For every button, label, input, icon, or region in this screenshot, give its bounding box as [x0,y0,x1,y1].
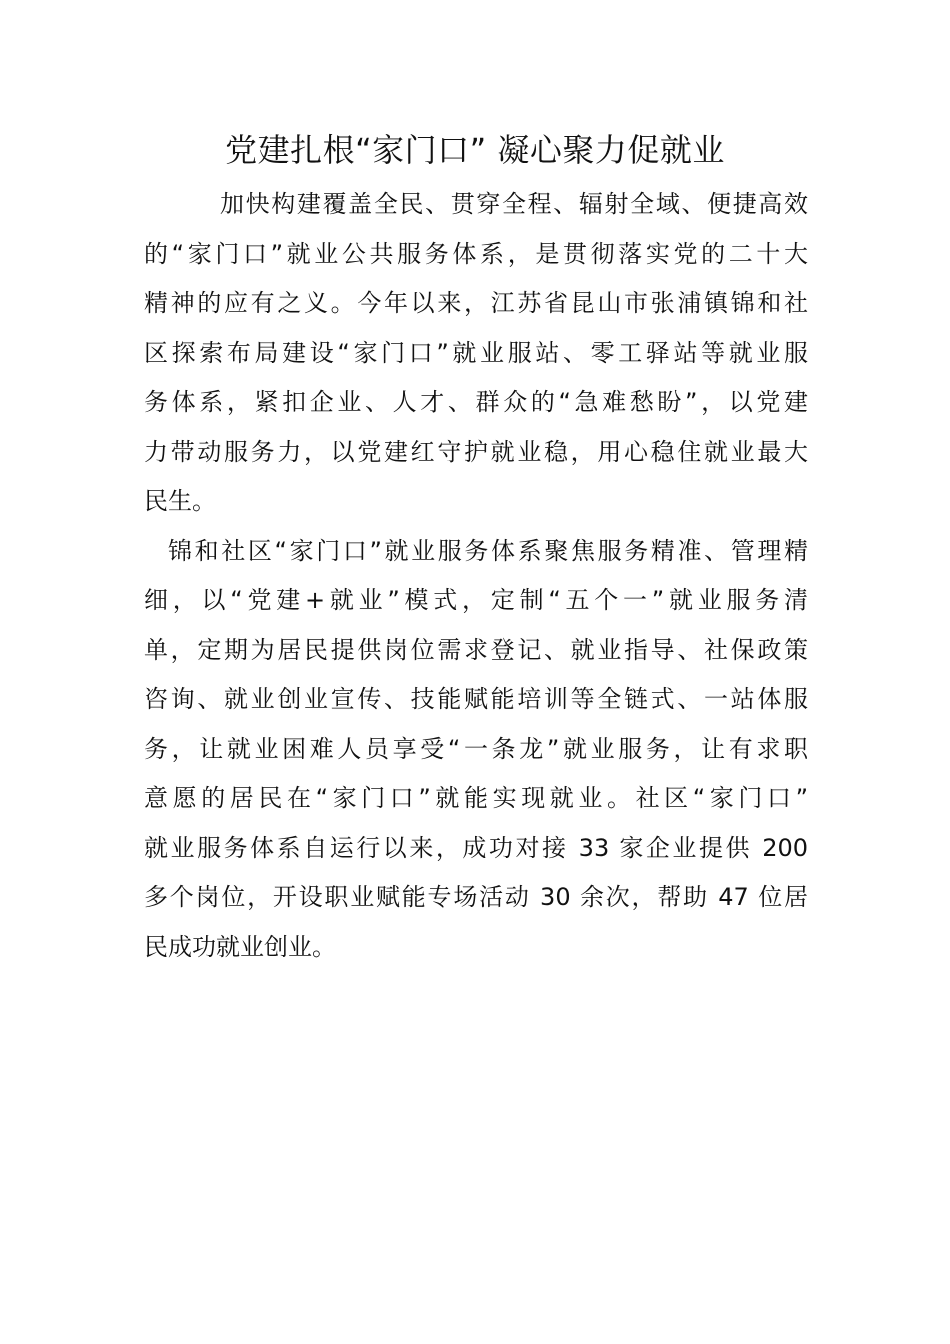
paragraph-line: 民生。 [144,487,216,515]
paragraph-line: 力带动服务力，以党建红守护就业稳，用心稳住就业最大 [144,437,808,466]
paragraph-line: 加快构建覆盖全民、贯穿全程、辐射全域、便捷高效 [220,190,808,218]
paragraph-line: 单，定期为居民提供岗位需求登记、就业指导、社保政策 [144,635,808,664]
paragraph-line: 精神的应有之义。今年以来，江苏省昆山市张浦镇锦和社 [144,289,808,317]
paragraph-line: 务体系，紧扣企业、人才、群众的“急难愁盼”，以党建 [144,388,808,416]
page-title: 党建扎根“家门口” 凝心聚力促就业 [225,131,725,169]
paragraph-line: 咨询、就业创业宣传、技能赋能培训等全链式、一站体服 [144,685,808,713]
paragraph-line: 多个岗位，开设职业赋能专场活动 30 余次，帮助 47 位居 [144,883,808,911]
paragraph-2 [144,527,808,973]
paragraph-1 [144,180,808,527]
article-body [144,180,808,972]
paragraph-line: 锦和社区“家门口”就业服务体系聚焦服务精准、管理精 [168,536,808,565]
paragraph-line: 细，以“党建+就业”模式，定制“五个一”就业服务清 [144,586,808,614]
paragraph-line: 就业服务体系自运行以来，成功对接 33 家企业提供 200 [144,833,808,862]
paragraph-line: 意愿的居民在“家门口”就能实现就业。社区“家门口” [144,784,808,812]
paragraph-line: 民成功就业创业。 [144,932,336,961]
paragraph-line: 的“家门口”就业公共服务体系，是贯彻落实党的二十大 [144,239,808,268]
paragraph-line: 区探索布局建设“家门口”就业服站、零工驿站等就业服 [144,338,808,367]
paragraph-line: 务，让就业困难人员享受“一条龙”就业服务，让有求职 [144,734,808,763]
